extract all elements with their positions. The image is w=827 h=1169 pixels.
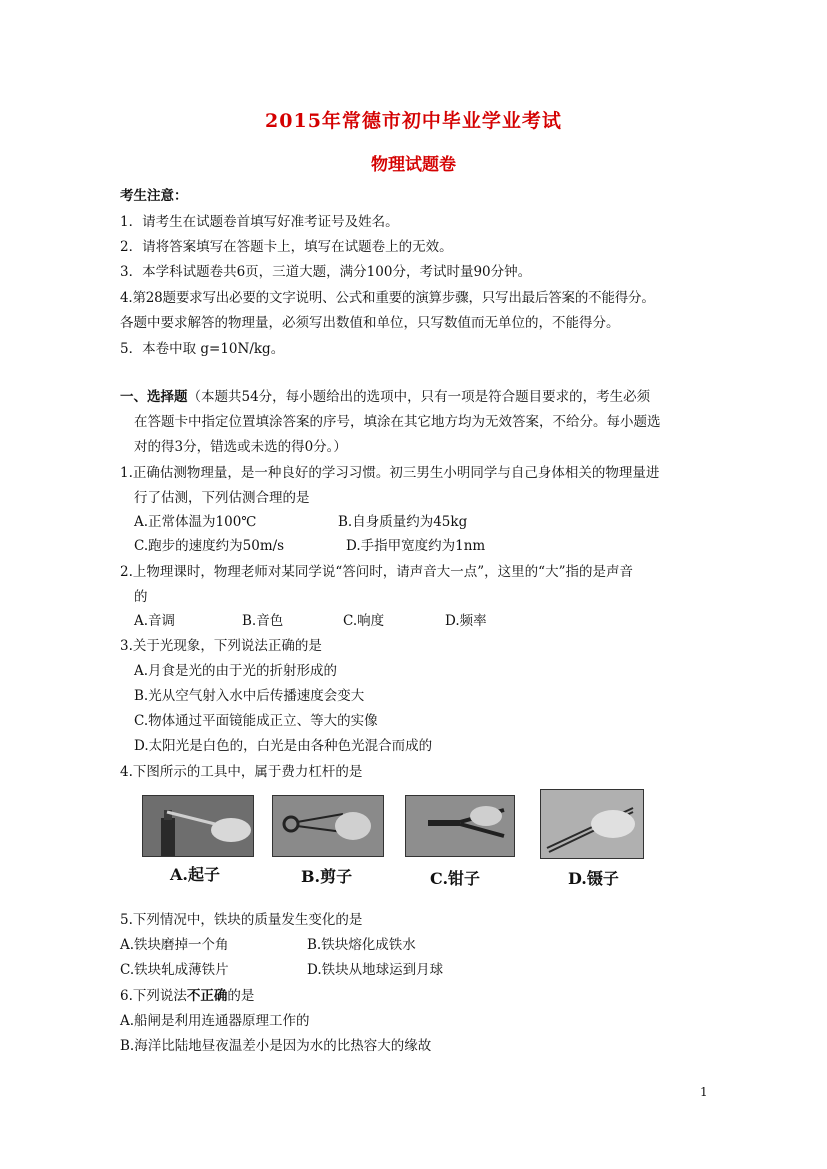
q6-stem-prefix: 6.下列说法 [120, 988, 187, 1004]
q1-option-b: B.自身质量约为45kg [338, 514, 468, 530]
q6-stem-emphasis: 不正确 [186, 988, 228, 1004]
notice-item-3: 3．本学科试题卷共6页，三道大题，满分100分，考试时量90分钟。 [120, 264, 532, 280]
q3-stem: 3.关于光现象，下列说法正确的是 [120, 638, 322, 654]
notice-item-4-cont: 各题中要求解答的物理量，必须写出数值和单位，只写数值而无单位的，不能得分。 [120, 315, 620, 331]
q4-option-a: A.起子 [170, 865, 220, 884]
q4-option-d: D.镊子 [568, 869, 619, 888]
q2-option-a: A.音调 [134, 613, 176, 629]
q6-stem [120, 986, 254, 1006]
page-number: 1 [700, 1085, 708, 1099]
q4-option-c: C.钳子 [430, 869, 481, 888]
q4-stem: 4.下图所示的工具中，属于费力杠杆的是 [120, 764, 363, 780]
q3-option-d: D.太阳光是白色的，白光是由各种色光混合而成的 [134, 738, 433, 754]
section-heading: 一、选择题 [120, 389, 188, 405]
photo-bottle-opener [142, 795, 254, 857]
q3-option-b: B.光从空气射入水中后传播速度会变大 [134, 688, 365, 704]
q4-option-b: B.剪子 [301, 867, 353, 886]
q2-stem-2: 的 [134, 589, 148, 605]
q3-option-c: C.物体通过平面镜能成正立、等大的实像 [134, 713, 378, 729]
exam-title: 2015年常德市初中毕业学业考试 [265, 110, 562, 132]
section-intro [120, 387, 650, 407]
section-intro-line-1: （本题共54分，每小题给出的选项中，只有一项是符合题目要求的，考生必须 [187, 389, 651, 405]
notice-item-5: 5．本卷中取 g=10N/kg。 [120, 341, 285, 357]
notice-item-1: 1．请考生在试题卷首填写好准考证号及姓名。 [120, 214, 399, 230]
q2-option-c: C.响度 [343, 613, 385, 629]
q6-option-a: A.船闸是利用连通器原理工作的 [120, 1013, 310, 1029]
notice-item-2: 2．请将答案填写在答题卡上，填写在试题卷上的无效。 [120, 239, 453, 255]
notice-heading: 考生注意： [120, 188, 188, 204]
photo-pliers [405, 795, 515, 857]
notice-item-4: 4.第28题要求写出必要的文字说明、公式和重要的演算步骤，只写出最后答案的不能得分。 [120, 290, 655, 306]
q2-option-d: D.频率 [445, 613, 487, 629]
q1-stem-1: 1.正确估测物理量，是一种良好的学习习惯。初三男生小明同学与自己身体相关的物理量进 [120, 465, 660, 481]
q1-option-a: A.正常体温为100℃ [134, 514, 257, 530]
q5-option-c: C.铁块轧成薄铁片 [120, 962, 229, 978]
q5-option-d: D.铁块从地球运到月球 [307, 962, 444, 978]
q2-stem-1: 2.上物理课时，物理老师对某同学说“答问时，请声音大一点”，这里的“大”指的是声音 [120, 564, 633, 580]
exam-subtitle: 物理试题卷 [371, 155, 456, 175]
section-intro-line-3: 对的得3分，错选或未选的得0分。） [134, 439, 347, 455]
q1-option-d: D.手指甲宽度约为1nm [346, 538, 486, 554]
q5-stem: 5.下列情况中，铁块的质量发生变化的是 [120, 912, 363, 928]
q3-option-a: A.月食是光的由于光的折射形成的 [134, 663, 338, 679]
q5-option-a: A.铁块磨掉一个角 [120, 937, 229, 953]
photo-scissors [272, 795, 384, 857]
q6-stem-suffix: 的是 [227, 988, 255, 1004]
section-intro-line-2: 在答题卡中指定位置填涂答案的序号，填涂在其它地方均为无效答案，不给分。每小题选 [134, 414, 661, 430]
q6-option-b: B.海洋比陆地昼夜温差小是因为水的比热容大的缘故 [120, 1038, 432, 1054]
q1-option-c: C.跑步的速度约为50m/s [134, 538, 285, 554]
q5-option-b: B.铁块熔化成铁水 [307, 937, 416, 953]
q1-stem-2: 行了估测，下列估测合理的是 [134, 490, 310, 506]
q2-option-b: B.音色 [242, 613, 284, 629]
photo-tweezers [540, 789, 644, 859]
